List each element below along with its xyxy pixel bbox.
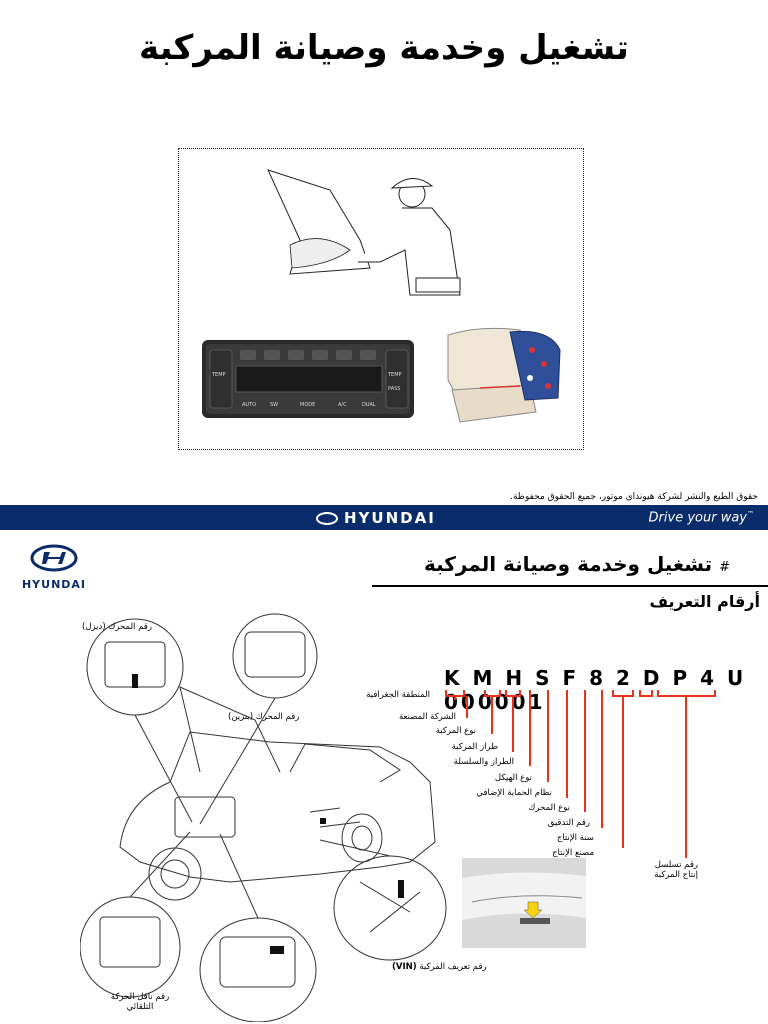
label-vin-text: رقم تعريف المركبة — [419, 962, 487, 972]
vin-char: F — [562, 666, 580, 690]
label-diesel-engine: رقم المحرك (ديزل) — [82, 622, 152, 632]
banner-brand — [316, 509, 436, 527]
slide-title-bullet: # — [719, 560, 730, 575]
label-vin-location — [392, 962, 487, 972]
maintenance-illustration — [180, 150, 582, 448]
hyundai-emblem-icon — [14, 544, 94, 572]
auto-button: AUTO — [242, 402, 257, 408]
vin-label-series: الطراز والسلسلة — [453, 757, 514, 767]
brand-banner — [0, 505, 768, 530]
temp-left-label: TEMP — [212, 372, 226, 378]
ac-button: A/C — [338, 402, 347, 408]
label-transmission: رقم ناقل الحركة التلقائي — [110, 992, 170, 1012]
label-vin-abbr: (VIN) — [392, 962, 417, 972]
banner-slogan-text: Drive your way — [648, 510, 747, 526]
vin-label-manufacturer: الشركة المصنعة — [399, 712, 456, 722]
vin-serial: 000001 — [444, 690, 546, 714]
temp-right-label: TEMP — [388, 372, 402, 378]
title-divider — [372, 585, 768, 587]
slide-title-text: تشغيل وخدمة وصيانة المركبة — [423, 552, 713, 576]
banner-slogan — [649, 510, 754, 525]
vin-char: H — [505, 666, 526, 690]
vin-char: M — [472, 666, 496, 690]
vin-char: 2 — [615, 666, 633, 690]
vin-label-region: المنطقة الجغرافية — [366, 690, 430, 700]
vin-label-serial: رقم تسلسل إنتاج المركبة — [654, 860, 698, 880]
dual-button: DUAL — [362, 402, 376, 408]
vin-label-check: رقم التدقيق — [547, 818, 590, 828]
hyundai-logo — [14, 544, 94, 591]
windshield-vin-photo — [462, 858, 586, 948]
vin-char: S — [535, 666, 553, 690]
sw-button: SW — [270, 402, 279, 408]
label-petrol-engine: رقم المحرك (بنزين) — [228, 712, 300, 722]
vin-label-year: سنة الإنتاج — [556, 833, 594, 843]
banner-brand-text: HYUNDAI — [344, 509, 436, 527]
page-title: تشغيل وخدمة وصيانة المركبة — [139, 28, 629, 68]
slide-title — [424, 552, 730, 576]
vin-char: 8 — [589, 666, 606, 690]
car-diagram — [80, 612, 450, 1022]
child-seat-illustration — [448, 328, 560, 422]
vin-bracket-lines — [440, 690, 740, 870]
vin-char: K — [444, 666, 463, 690]
vin-char: U — [726, 666, 747, 690]
vin-char: P — [672, 666, 691, 690]
mode-button: MODE — [300, 402, 316, 408]
vin-label-engine: نوع المحرك — [528, 803, 570, 813]
vin-label-model: طراز المركبة — [451, 742, 498, 752]
trademark-mark: ™ — [747, 510, 754, 518]
logo-wordmark: HYUNDAI — [21, 578, 87, 591]
section-subtitle: أرقام التعريف — [649, 592, 760, 611]
vin-char: D — [642, 666, 663, 690]
vin-label-body: نوع الهيكل — [494, 773, 532, 783]
hyundai-logo-icon — [316, 512, 338, 525]
vin-label-restraint: نظام الحماية الإضافي — [476, 788, 552, 798]
vin-label-plant: مصنع الإنتاج — [552, 848, 594, 858]
vin-char: 4 — [700, 666, 717, 690]
pass-label: PASS — [388, 386, 401, 392]
vin-label-vehicle-type: نوع المركبة — [435, 726, 476, 736]
copyright-text: حقوق الطبع والنشر لشركة هيونداي موتور، جميع الحقوق محفوظة. — [510, 492, 758, 502]
